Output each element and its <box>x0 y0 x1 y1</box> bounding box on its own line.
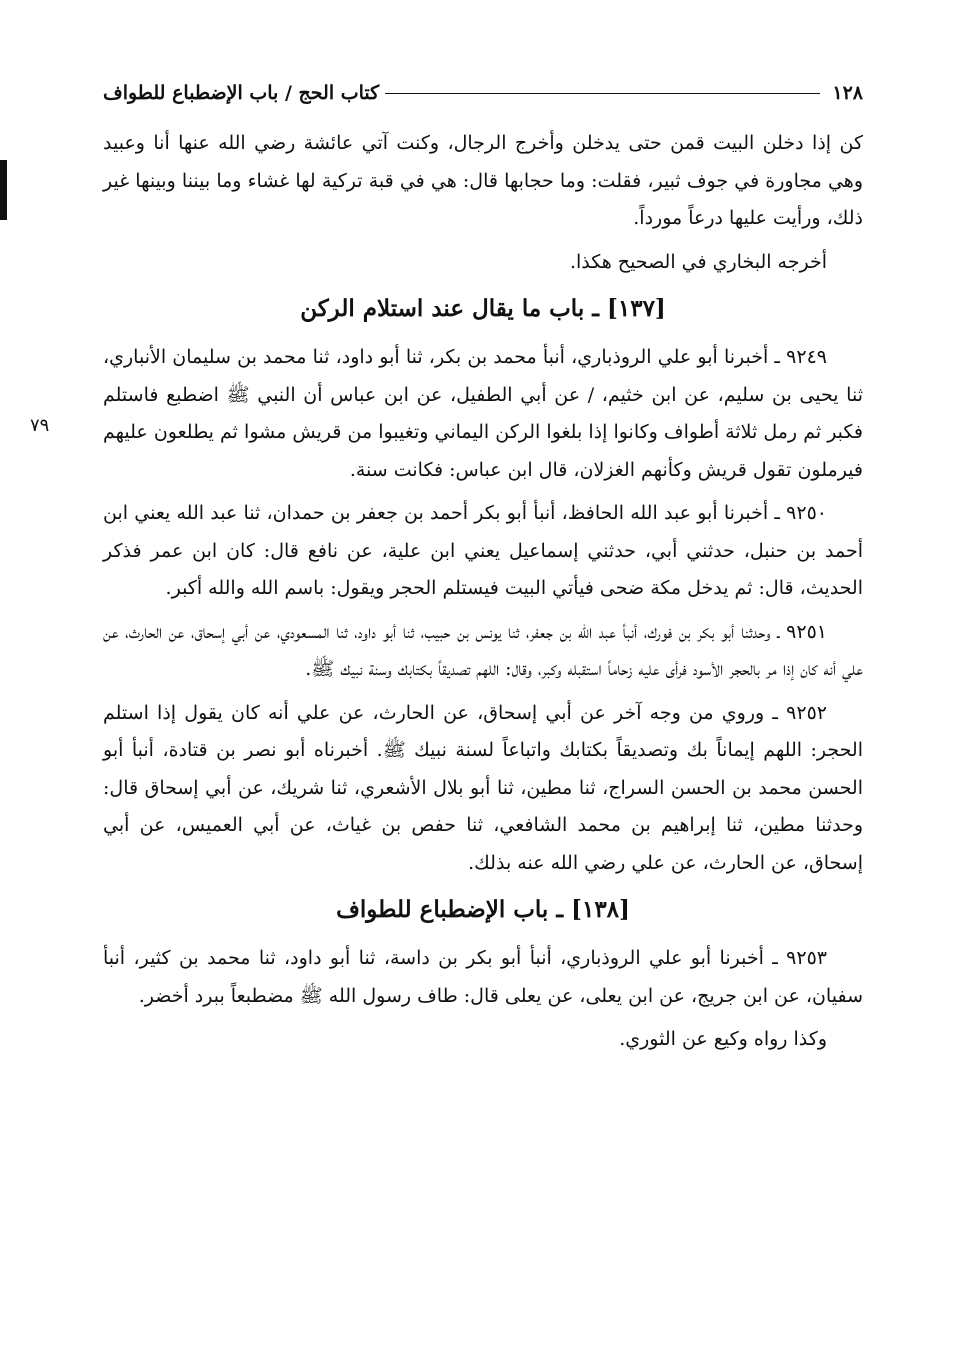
margin-reference: ٧٩ <box>30 415 50 436</box>
header-rule <box>385 93 820 94</box>
running-title: كتاب الحج / باب الإضطباع للطواف <box>103 82 380 104</box>
paragraph-takhrij: أخرجه البخاري في الصحيح هكذا. <box>569 250 827 273</box>
hadith-9250: ٩٢٥٠ ـ أخبرنا أبو عبد الله الحافظ، أنبأ أبو بكر أحمد بن جعفر بن حمدان، ثنا عبد الله يعني ابن أحمد بن حنبل، حدثني أبي، حدثني إسماعيل يعني ابن علية، عن نافع قال: كان ابن عمر فذكر الحديث، قال: ثم يدخل مكة ضحى فيأتي البيت فيستلم الحجر ويقول: باسم الله والله أكبر. <box>103 502 863 599</box>
hadith-9251: ٩٢٥١ ـ وحدثنا أبو بكر بن فورك، أنبأ عبد الله بن جعفر، ثنا يونس بن حبيب، ثنا أبو داود، ثنا المسعودي، عن أبي إسحاق، عن الحارث، عن علي أنه كان إذا مر بالحجر الأسود فرأى عليه زحاماً استقبله وكبر، وقال: اللهم تصديقاً بكتابك وسنة نبيك ﷺ. <box>103 620 863 680</box>
hadith-9249: ٩٢٤٩ ـ أخبرنا أبو علي الروذباري، أنبأ محمد بن بكر، ثنا أبو داود، ثنا محمد بن سليمان الأنباري، ثنا يحيى بن سليم، عن ابن خثيم، / عن أبي الطفيل، عن ابن عباس أن النبي ﷺ اضطبع فاستلم فكبر ثم رمل ثلاثة أطواف وكانوا إذا بلغوا الركن اليماني وتغيبوا من قريش مشوا ثم يطلعون عليهم فيرملون تقول قريش وكأنهم الغزلان، قال ابن عباس: فكانت سنة. <box>103 346 863 481</box>
chapter-heading-138: [١٣٨] ـ باب الإضطباع للطواف <box>336 896 630 923</box>
page-number: ١٢٨ <box>832 82 863 104</box>
hadith-9253: ٩٢٥٣ ـ أخبرنا أبو علي الروذباري، أنبأ أبو بكر بن داسة، ثنا أبو داود، ثنا محمد بن كثير، أنبأ سفيان، عن ابن جريج، عن ابن يعلى، عن يعلى قال: طاف رسول الله ﷺ مضطبعاً ببرد أخضر. <box>103 947 863 1007</box>
hadith-9252: ٩٢٥٢ ـ وروي من وجه آخر عن أبي إسحاق، عن الحارث، عن علي أنه كان يقول إذا استلم الحجر: اللهم إيماناً بك وتصديقاً بكتابك واتباعاً لسنة نبيك ﷺ. أخبرناه أبو نصر بن قتادة، أنبأ أبو الحسن محمد بن الحسن السراج، ثنا مطين، ثنا أبو بلال الأشعري، ثنا شريك، عن أبي إسحاق قال: وحدثنا مطين، ثنا إبراهيم بن محمد الشافعي، ثنا حفص بن غياث، عن أبي العميس، عن أبي إسحاق، عن الحارث، عن علي رضي الله عنه بذلك. <box>103 701 863 874</box>
main-text <box>103 125 863 1059</box>
page-header <box>103 78 863 108</box>
chapter-heading-137: [١٣٧] ـ باب ما يقال عند استلام الركن <box>300 295 666 322</box>
closing-note: وكذا رواه وكيع عن الثوري. <box>619 1028 827 1050</box>
scan-edge-mark <box>0 160 7 220</box>
paragraph-continuation: كن إذا دخلن البيت قمن حتى يدخلن وأخرج الرجال، وكنت آتي عائشة رضي الله عنها أنا وعبيد وهي مجاورة في جوف ثبير، فقلت: وما حجابها قال: هي في قبة تركية لها غشاء وما بيننا وبينها غير ذلك، ورأيت عليها درعاً مورداً. <box>103 132 863 229</box>
